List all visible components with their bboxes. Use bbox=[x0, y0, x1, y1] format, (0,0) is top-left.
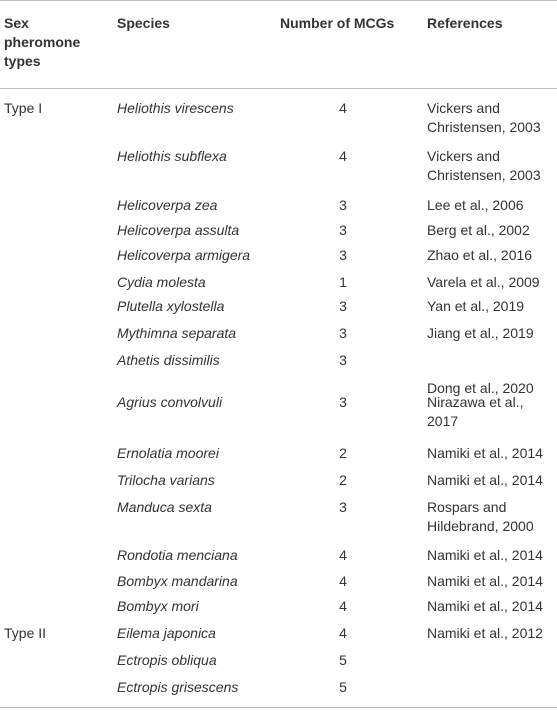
cell-mcg-count: 3 bbox=[339, 222, 347, 238]
cell-mcg-count: 5 bbox=[339, 652, 347, 668]
cell-reference: Dong et al., 2020 bbox=[427, 380, 534, 396]
cell-reference: Namiki et al., 2012 bbox=[427, 625, 543, 641]
cell-species: Helicoverpa zea bbox=[117, 197, 218, 213]
cell-species: Cydia molesta bbox=[117, 274, 206, 290]
cell-reference: Berg et al., 2002 bbox=[427, 222, 530, 238]
cell-species: Heliothis virescens bbox=[117, 100, 234, 116]
cell-reference: Zhao et al., 2016 bbox=[427, 247, 533, 263]
cell-mcg-count: 3 bbox=[339, 352, 347, 368]
cell-mcg-count: 4 bbox=[339, 625, 347, 641]
cell-mcg-count: 2 bbox=[339, 445, 347, 461]
cell-mcg-count: 2 bbox=[339, 472, 347, 488]
cell-species: Athetis dissimilis bbox=[117, 352, 220, 368]
cell-mcg-count: 4 bbox=[339, 148, 347, 164]
cell-reference: Nirazawa et al., 2017 bbox=[427, 394, 524, 429]
cell-species: Trilocha varians bbox=[117, 472, 215, 488]
header-sex-pheromone-types: Sex pheromone types bbox=[4, 15, 81, 69]
header-species: Species bbox=[117, 15, 170, 31]
cell-mcg-count: 3 bbox=[339, 499, 347, 515]
table-bottom-rule bbox=[0, 707, 557, 708]
cell-species: Helicoverpa armigera bbox=[117, 247, 251, 263]
cell-reference: Namiki et al., 2014 bbox=[427, 472, 543, 488]
cell-mcg-count: 5 bbox=[339, 679, 347, 695]
table-top-rule bbox=[0, 0, 557, 1]
cell-species: Ectropis obliqua bbox=[117, 652, 217, 668]
cell-mcg-count: 4 bbox=[339, 547, 347, 563]
cell-mcg-count: 4 bbox=[339, 100, 347, 116]
cell-species: Helicoverpa assulta bbox=[117, 222, 240, 238]
cell-species: Manduca sexta bbox=[117, 499, 212, 515]
cell-reference: Rospars and Hildebrand, 2000 bbox=[427, 499, 534, 534]
cell-reference: Yan et al., 2019 bbox=[427, 298, 525, 314]
cell-species: Bombyx mori bbox=[117, 598, 199, 614]
cell-mcg-count: 4 bbox=[339, 598, 347, 614]
cell-reference: Lee et al., 2006 bbox=[427, 197, 524, 213]
cell-mcg-count: 3 bbox=[339, 197, 347, 213]
cell-pheromone-type: Type II bbox=[4, 625, 47, 641]
cell-mcg-count: 1 bbox=[339, 274, 347, 290]
cell-reference: Namiki et al., 2014 bbox=[427, 445, 543, 461]
cell-mcg-count: 3 bbox=[339, 298, 347, 314]
cell-mcg-count: 3 bbox=[339, 394, 347, 410]
cell-reference: Namiki et al., 2014 bbox=[427, 547, 543, 563]
cell-species: Rondotia menciana bbox=[117, 547, 238, 563]
cell-reference: Varela et al., 2009 bbox=[427, 274, 540, 290]
header-number-of-mcgs: Number of MCGs bbox=[280, 15, 395, 31]
cell-species: Plutella xylostella bbox=[117, 298, 225, 314]
header-references: References bbox=[427, 15, 503, 31]
cell-species: Agrius convolvuli bbox=[117, 394, 223, 410]
cell-reference: Namiki et al., 2014 bbox=[427, 573, 543, 589]
header-bottom-rule bbox=[0, 88, 557, 89]
cell-reference: Vickers and Christensen, 2003 bbox=[427, 100, 541, 135]
cell-species: Ernolatia moorei bbox=[117, 445, 219, 461]
cell-species: Mythimna separata bbox=[117, 325, 237, 341]
cell-pheromone-type: Type I bbox=[4, 100, 43, 116]
cell-species: Heliothis subflexa bbox=[117, 148, 227, 164]
cell-species: Eilema japonica bbox=[117, 625, 216, 641]
cell-species: Ectropis grisescens bbox=[117, 679, 239, 695]
cell-reference: Vickers and Christensen, 2003 bbox=[427, 148, 541, 183]
cell-mcg-count: 3 bbox=[339, 247, 347, 263]
cell-reference: Namiki et al., 2014 bbox=[427, 598, 543, 614]
cell-mcg-count: 4 bbox=[339, 573, 347, 589]
cell-mcg-count: 3 bbox=[339, 325, 347, 341]
cell-species: Bombyx mandarina bbox=[117, 573, 238, 589]
cell-reference: Jiang et al., 2019 bbox=[427, 325, 534, 341]
